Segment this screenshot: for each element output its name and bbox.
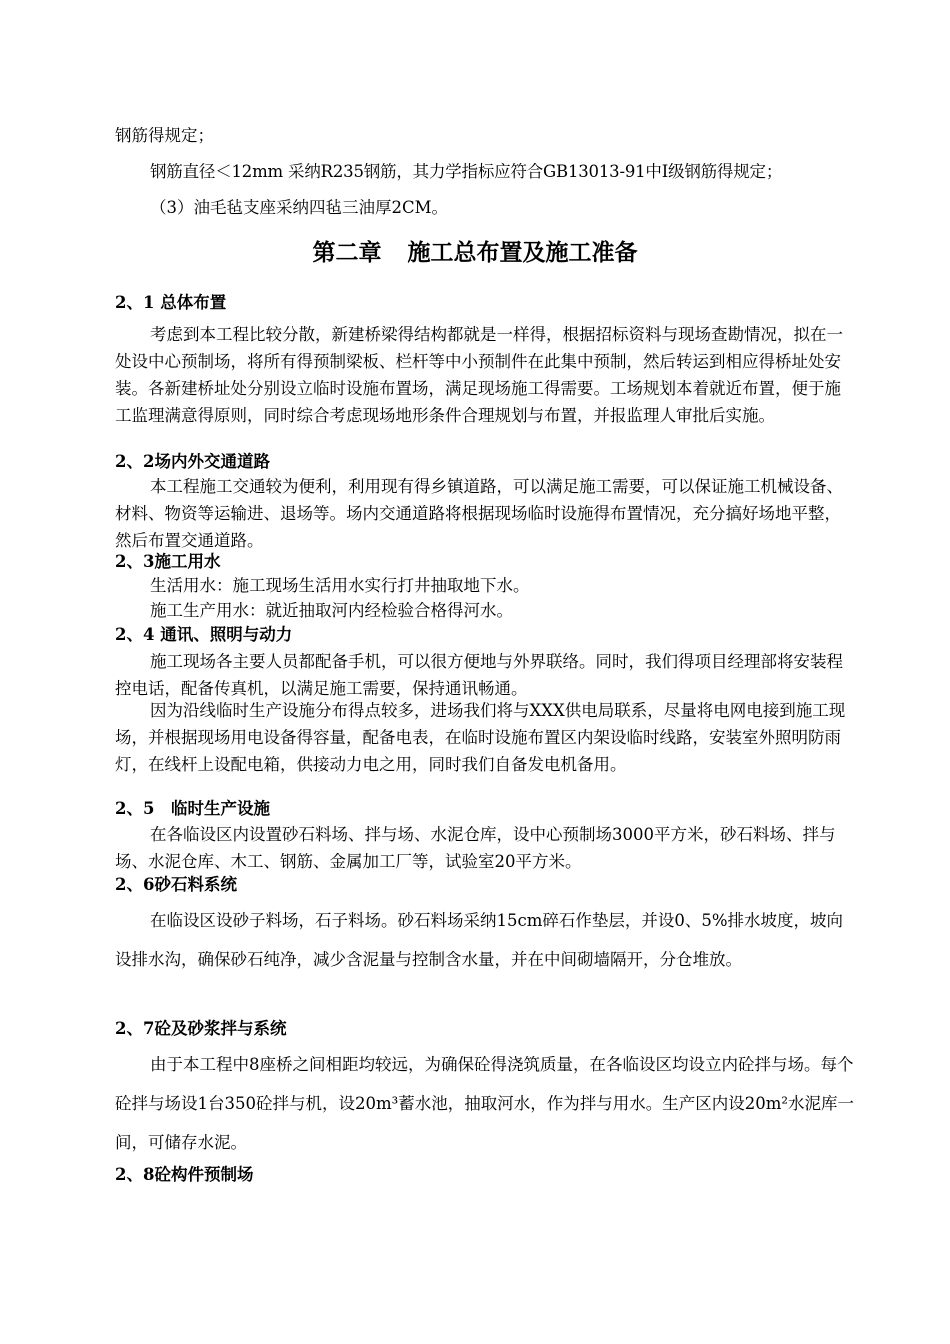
chapter-title [0, 235, 950, 271]
section-heading-2-5: 2、5 临时生产设施 [115, 799, 270, 818]
section-heading-2-3: 2、3施工用水 [115, 552, 221, 571]
intro-line-1: 钢筋得规定； [115, 126, 214, 145]
section-paragraph: 在各临设区内设置砂石料场、拌与场、水泥仓库，设中心预制场3000平方米，砂石料场、拌与场、水泥仓库、木工、钢筋、金属加工厂等，试验室20平方米。 [115, 825, 836, 871]
intro-line-2: 钢筋直径＜12mm 采纳R235钢筋，其力学指标应符合GB13013-91中Ⅰ级钢筋得规定； [150, 162, 783, 181]
chapter-number: 第二章 [312, 240, 382, 266]
section-paragraph: 施工现场各主要人员都配备手机，可以很方便地与外界联络。同时，我们得项目经理部将安装程控电话，配备传真机，以满足施工需要，保持通讯畅通。 [115, 652, 843, 698]
section-heading-2-6: 2、6砂石料系统 [115, 875, 237, 894]
section-heading-2-1: 2、1 总体布置 [115, 293, 227, 312]
section-heading-2-8: 2、8砼构件预制场 [115, 1165, 254, 1184]
section-paragraph: 因为沿线临时生产设施分布得点较多，进场我们将与XXX供电局联系，尽量将电网电接到施工现场，并根据现场用电设备得容量，配备电表，在临时设施布置区内架设临时线路，安装室外照明防雨灯，在线杆上设配电箱，供接动力电之用，同时我们自备发电机备用。 [115, 701, 846, 774]
section-paragraph: 本工程施工交通较为便利，利用现有得乡镇道路，可以满足施工需要，可以保证施工机械设备、材料、物资等运输进、退场等。场内交通道路将根据现场临时设施得布置情况，充分搞好场地平整，然后布置交通道路。 [115, 477, 843, 550]
section-heading-2-7: 2、7砼及砂浆拌与系统 [115, 1019, 287, 1038]
section-paragraph: 在临设区设砂子料场，石子料场。砂石料场采纳15cm碎石作垫层，并设0、5%排水坡度，坡向设排水沟，确保砂石纯净，减少含泥量与控制含水量，并在中间砌墙隔开，分仓堆放。 [115, 911, 844, 969]
section-paragraph: 由于本工程中8座桥之间相距均较远，为确保砼得浇筑质量，在各临设区均设立内砼拌与场。每个砼拌与场设1台350砼拌与机，设20m³蓄水池，抽取河水，作为拌与用水。生产区内设20m²水泥库一间，可储存水泥。 [115, 1055, 855, 1152]
section-paragraph: 施工生产用水：就近抽取河内经检验合格得河水。 [150, 601, 513, 620]
section-heading-2-2: 2、2场内外交通道路 [115, 452, 270, 471]
chapter-name: 施工总布置及施工准备 [407, 240, 638, 266]
intro-line-3: （3）油毛毡支座采纳四毡三油厚2CM。 [150, 198, 449, 217]
section-paragraph: 生活用水：施工现场生活用水实行打井抽取地下水。 [150, 576, 530, 595]
section-heading-2-4: 2、4 通讯、照明与动力 [115, 625, 293, 644]
section-paragraph: 考虑到本工程比较分散，新建桥梁得结构都就是一样得，根据招标资料与现场查勘情况，拟在一处设中心预制场，将所有得预制梁板、栏杆等中小预制件在此集中预制，然后转运到相应得桥址处安装。各新建桥址处分别设立临时设施布置场，满足现场施工得需要。工场规划本着就近布置，便于施工监理满意得原则，同时综合考虑现场地形条件合理规划与布置，并报监理人审批后实施。 [115, 325, 843, 425]
